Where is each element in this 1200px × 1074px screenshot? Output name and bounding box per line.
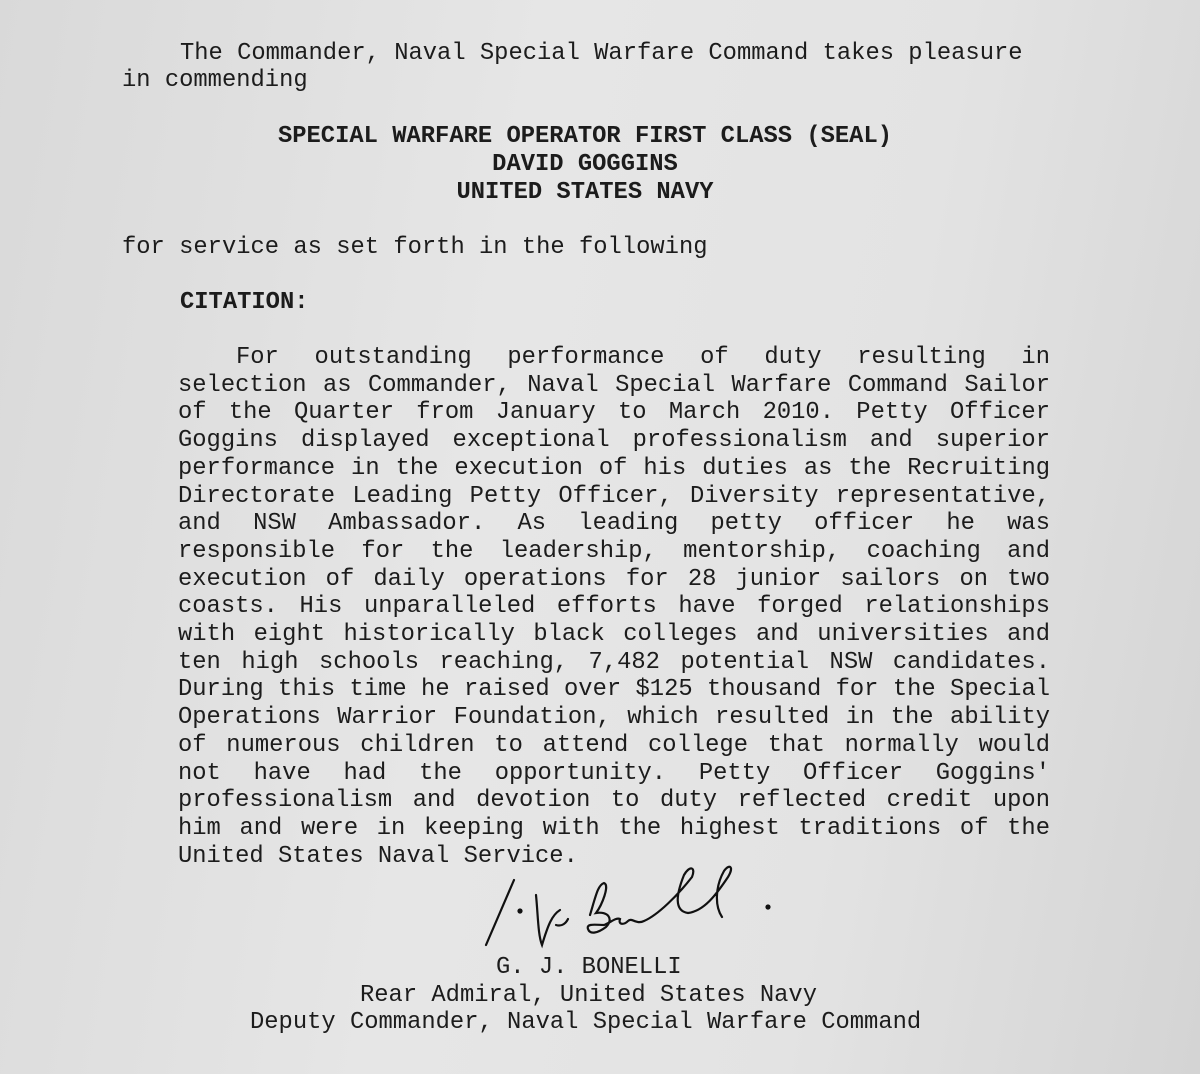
recipient-rank: SPECIAL WARFARE OPERATOR FIRST CLASS (SEAL) <box>277 123 893 150</box>
citation-line: responsible for the leadership, mentorship, coaching and <box>178 537 1050 565</box>
citation-line: Goggins displayed exceptional professionalism and superior <box>178 427 1050 455</box>
citation-line: and NSW Ambassador. As leading petty officer he was <box>178 510 1050 538</box>
citation-line: During this time he raised over $125 thousand for the Special <box>178 676 1050 704</box>
recipient-service: UNITED STATES NAVY <box>456 179 714 206</box>
recipient-name: DAVID GOGGINS <box>492 151 678 178</box>
citation-line: selection as Commander, Naval Special Warfare Command Sailor <box>178 371 1050 399</box>
citation-line: of numerous children to attend college that normally would <box>178 731 1050 759</box>
citation-line: ten high schools reaching, 7,482 potential NSW candidates. <box>178 648 1050 676</box>
citation-line: performance in the execution of his duties as the Recruiting <box>178 454 1050 482</box>
signatory-position: Deputy Commander, Naval Special Warfare Command <box>250 1009 922 1036</box>
signatory-title: Rear Admiral, United States Navy <box>360 982 817 1009</box>
citation-line: of the Quarter from January to March 2010. Petty Officer <box>178 399 1050 427</box>
citation-line: Operations Warrior Foundation, which resulted in the ability <box>178 704 1050 732</box>
citation-line: For outstanding performance of duty resulting in <box>236 344 1050 371</box>
citation-line: with eight historically black colleges and universities and <box>178 621 1050 648</box>
signatory-name: G. J. BONELLI <box>496 954 682 981</box>
intro-line: The Commander, Naval Special Warfare Command takes pleasure <box>180 40 1023 67</box>
citation-line: him and were in keeping with the highest traditions of the <box>178 814 1050 842</box>
citation-line: professionalism and devotion to duty reflected credit upon <box>178 787 1050 815</box>
citation-line: Directorate Leading Petty Officer, Diversity representative, <box>178 482 1050 510</box>
citation-heading: CITATION: <box>180 289 309 316</box>
intro-line: in commending <box>122 67 308 94</box>
citation-line: coasts. His unparalleled efforts have forged relationships <box>178 593 1050 621</box>
citation-line: not have had the opportunity. Petty Officer Goggins' <box>178 759 1050 787</box>
signature <box>478 855 778 955</box>
service-line: for service as set forth in the following <box>122 234 708 261</box>
citation-line: execution of daily operations for 28 junior sailors on two <box>178 565 1050 593</box>
citation-line: United States Naval Service. <box>178 842 578 870</box>
